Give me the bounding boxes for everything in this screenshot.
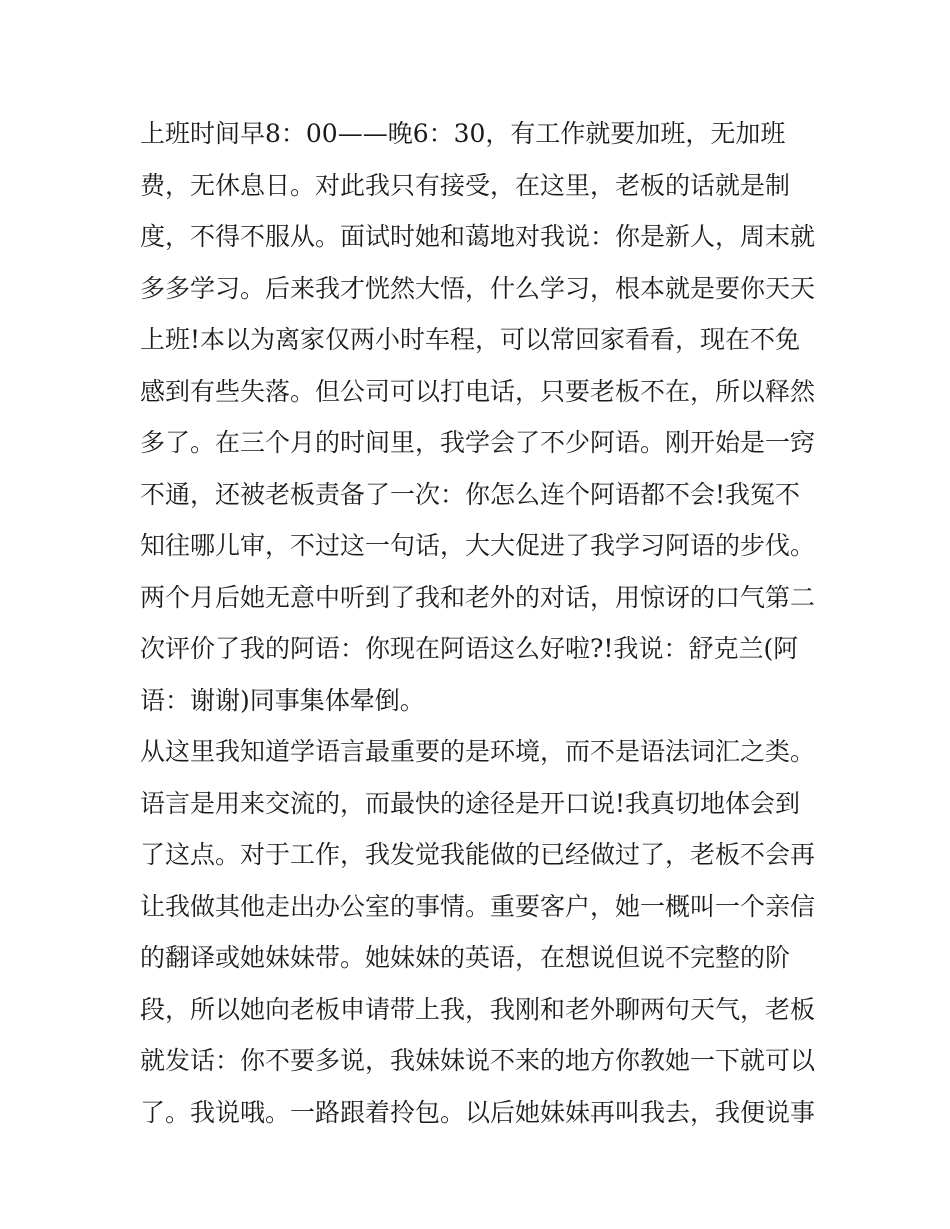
text-line: 语言是用来交流的，而最快的途径是开口说!我真切地体会到 <box>140 788 801 818</box>
text-line: 的翻译或她妹妹带。她妹妹的英语，在想说但说不完整的阶 <box>140 943 791 972</box>
text-line: 不通，还被老板责备了一次：你怎么连个阿语都不会!我冤不 <box>140 479 801 509</box>
text-line: 语：谢谢)同事集体晕倒。 <box>140 685 425 715</box>
text-line: 段，所以她向老板申请带上我，我刚和老外聊两句天气，老板 <box>140 994 816 1024</box>
text-line: 从这里我知道学语言最重要的是环境，而不是语法词汇之类。 <box>140 737 816 766</box>
text-line: 就发话：你不要多说，我妹妹说不来的地方你教她一下就可以 <box>140 1046 816 1075</box>
text-line: 知往哪儿审，不过这一句话，大大促进了我学习阿语的步伐。 <box>140 531 816 560</box>
text-line: 了这点。对于工作，我发觉我能做的已经做过了，老板不会再 <box>140 840 816 869</box>
text-line: 上班时间早8：00——晚6：30，有工作就要加班，无加班 <box>140 119 786 148</box>
text-line: 次评价了我的阿语：你现在阿语这么好啦?!我说：舒克兰(阿 <box>140 634 799 663</box>
text-line: 度，不得不服从。面试时她和蔼地对我说：你是新人，周末就 <box>140 222 816 251</box>
text-line: 多多学习。后来我才恍然大悟，什么学习，根本就是要你天天 <box>140 273 816 303</box>
text-line: 感到有些失落。但公司可以打电话，只要老板不在，所以释然 <box>140 376 816 406</box>
text-line: 上班!本以为离家仅两小时车程，可以常回家看看，现在不免 <box>140 325 801 354</box>
text-line: 了。我说哦。一路跟着拎包。以后她妹妹再叫我去，我便说事 <box>140 1097 816 1127</box>
text-line: 费，无休息日。对此我只有接受，在这里，老板的话就是制 <box>140 170 791 200</box>
text-line: 多了。在三个月的时间里，我学会了不少阿语。刚开始是一窍 <box>140 428 816 457</box>
text-line: 让我做其他走出办公室的事情。重要客户，她一概叫一个亲信 <box>140 891 816 921</box>
text-line: 两个月后她无意中听到了我和老外的对话，用惊讶的口气第二 <box>140 582 816 612</box>
body-text <box>140 108 815 1138</box>
